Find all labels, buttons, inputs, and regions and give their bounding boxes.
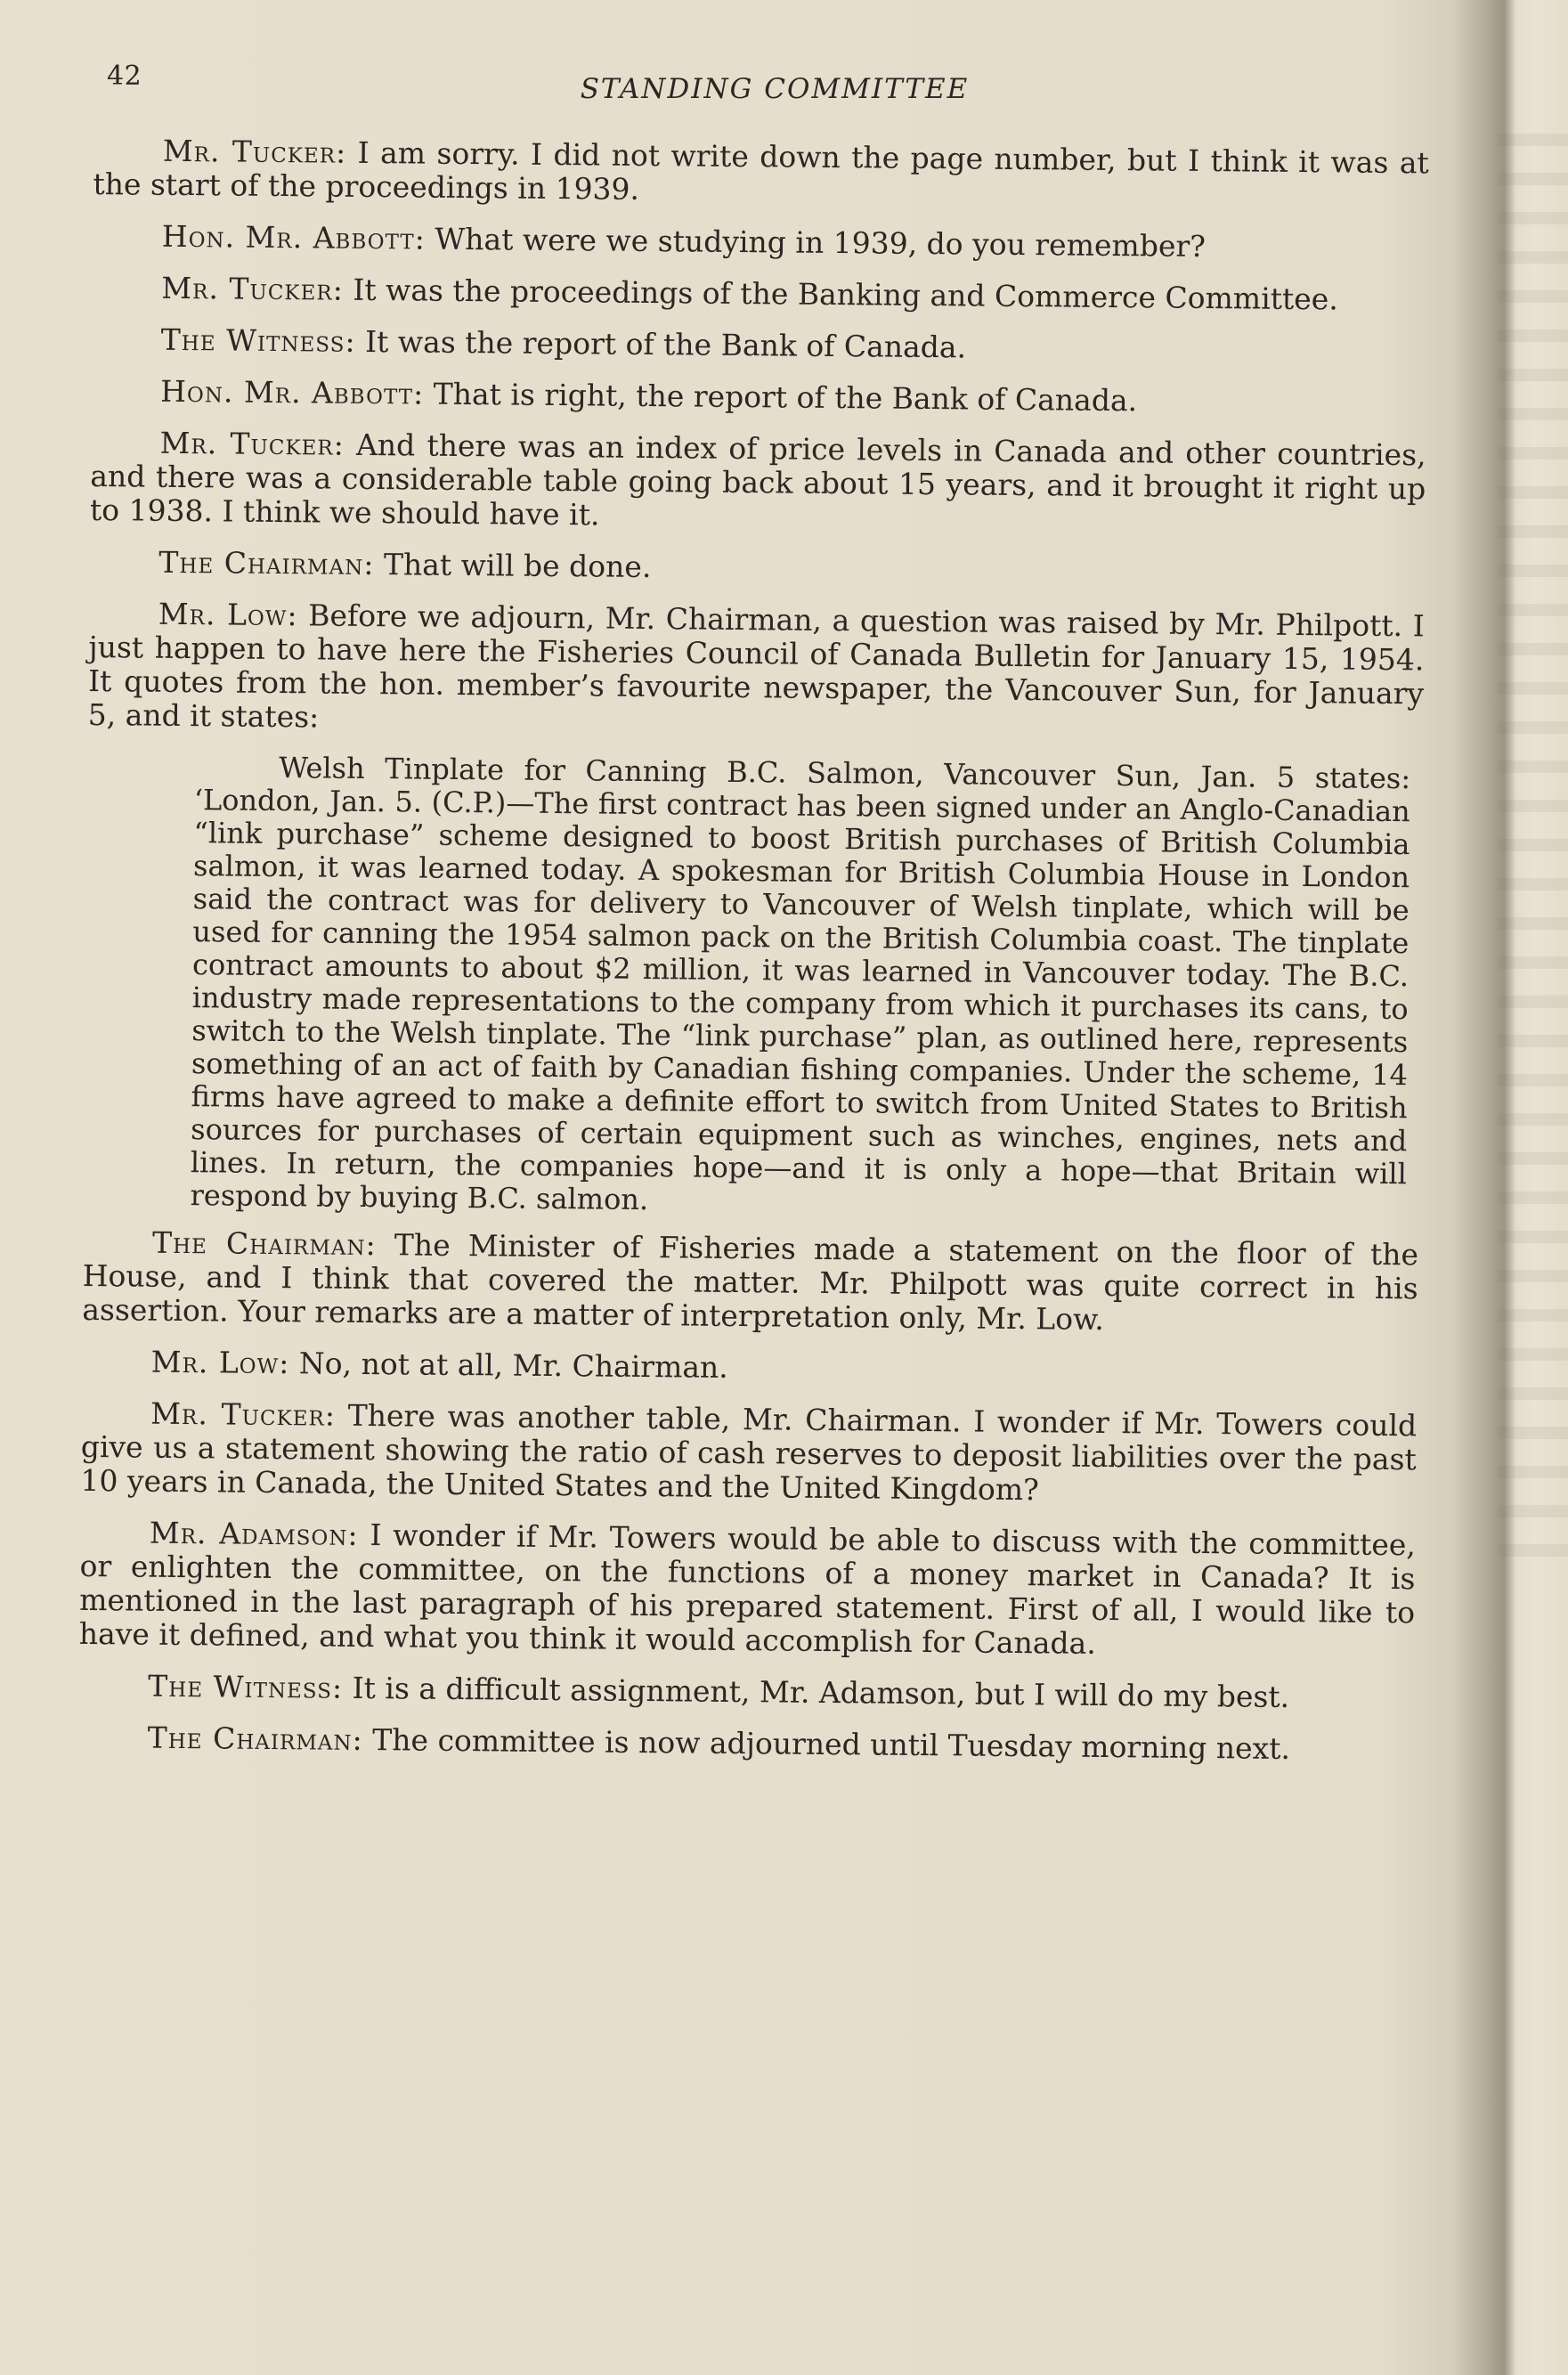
speech-text: I am sorry. I did not write down the page number, but I think it was at the start of the proceedings in 1939. xyxy=(93,134,1429,207)
paragraph xyxy=(90,426,1426,540)
paragraph xyxy=(79,1516,1416,1663)
paragraph xyxy=(92,322,1427,369)
speaker-name: Mr. Tucker: xyxy=(161,270,345,307)
speech-text: That is right, the report of the Bank of Canada. xyxy=(424,376,1138,419)
paragraph xyxy=(92,271,1427,317)
facing-page-bleed xyxy=(1497,134,1568,1558)
paragraph xyxy=(88,597,1425,744)
speech-text: And there was an index of price levels in Canada and other countries, and there was a considerable table going back about 15 years, and it brought it right up to 1938. I think we should have it. xyxy=(89,427,1426,533)
paragraph xyxy=(78,1669,1414,1715)
block-quote: Welsh Tinplate for Canning B.C. Salmon, Vancouver Sun, Jan. 5 states: ‘London, Jan. 5. (C.P.)—The first contract has been signed under an Anglo-Canadian “link purchase” scheme designed to boost British purchases of British Columbia salmon, it was learned today. A spokesman for British Columbia House in London said the contract was for delivery to Vancouver of Welsh tinplate, which will be used for canning the 1954 salmon pack on the British Columbia coast. The tinplate contract amounts to about $2 million, it was learned in Vancouver today. The B.C. industry made representations to the company from which it purchases its cans, to switch to the Welsh tinplate. The “link purchase” plan, as outlined here, represents something of an act of faith by Canadian fishing companies. Under the scheme, 14 firms have agreed to make a definite effort to switch from United States to British sources for purchases of certain equipment such as winches, engines, nets and lines. In return, the companies hope—and it is only a hope—that Britain will respond by buying B.C. salmon. xyxy=(190,751,1411,1217)
speech-text: That will be done. xyxy=(374,547,652,585)
speaker-name: Hon. Mr. Abbott: xyxy=(160,373,425,411)
paragraph xyxy=(82,1225,1418,1339)
paragraph xyxy=(82,1345,1418,1391)
speech-text: No, not at all, Mr. Chairman. xyxy=(289,1346,728,1385)
speech-text: I wonder if Mr. Towers would be able to discuss with the committee, or enlighten the committee, on the functions of a money market in Canada? It is mentioned in the last paragraph of his prepared statement. First of all, I would like to have it defined, and what you think it would accomplish for Canada. xyxy=(78,1517,1417,1661)
speaker-name: The Chairman: xyxy=(158,544,375,582)
speaker-name: The Chairman: xyxy=(151,1224,377,1263)
speech-text: Before we adjourn, Mr. Chairman, a question was raised by Mr. Philpott. I just happen to have here the Fisheries Council of Canada Bulletin for January 15, 1954. It quotes from the hon. member’s favourite newspaper, the Vancouver Sun, for January 5, and it states: xyxy=(87,598,1425,735)
speaker-name: The Witness: xyxy=(148,1668,344,1705)
speech-text: What were we studying in 1939, do you remember? xyxy=(425,221,1206,264)
paragraph xyxy=(80,1396,1417,1510)
speech-text: It is a difficult assignment, Mr. Adamson, but I will do my best. xyxy=(342,1670,1290,1714)
body-text xyxy=(77,134,1429,1785)
paragraph xyxy=(93,134,1429,214)
speech-text: The committee is now adjourned until Tuesday morning next. xyxy=(362,1721,1291,1766)
paragraph xyxy=(78,1720,1414,1767)
running-head: STANDING COMMITTEE xyxy=(580,73,970,105)
speaker-name: Hon. Mr. Abbott: xyxy=(161,218,427,256)
speech-text: There was another table, Mr. Chairman. I wonder if Mr. Towers could give us a statement showing the ratio of cash reserves to deposit liabilities over the past 10 years in Canada, the United States and the United Kingdom? xyxy=(80,1397,1418,1508)
page-number: 42 xyxy=(107,61,142,92)
paragraph xyxy=(91,374,1426,420)
speaker-name: Mr. Tucker: xyxy=(150,1395,337,1433)
speaker-name: The Chairman: xyxy=(147,1720,363,1757)
paragraph xyxy=(89,545,1425,591)
speaker-name: Mr. Low: xyxy=(150,1344,290,1381)
speaker-name: Mr. Adamson: xyxy=(149,1515,359,1552)
speaker-name: The Witness: xyxy=(160,321,356,359)
speech-text: It was the report of the Bank of Canada. xyxy=(355,323,967,365)
speech-text: It was the proceedings of the Banking and Commerce Committee. xyxy=(343,272,1338,317)
speaker-name: Mr. Tucker: xyxy=(162,133,347,170)
paragraph xyxy=(93,219,1428,265)
speaker-name: Mr. Low: xyxy=(158,596,298,633)
speaker-name: Mr. Tucker: xyxy=(159,425,345,462)
speech-text: The Minister of Fisheries made a statement on the floor of the House, and I think that covered the matter. Mr. Philpott was quite correct in his assertion. Your remarks are a matter of interpretation only, Mr. Low. xyxy=(82,1227,1419,1337)
